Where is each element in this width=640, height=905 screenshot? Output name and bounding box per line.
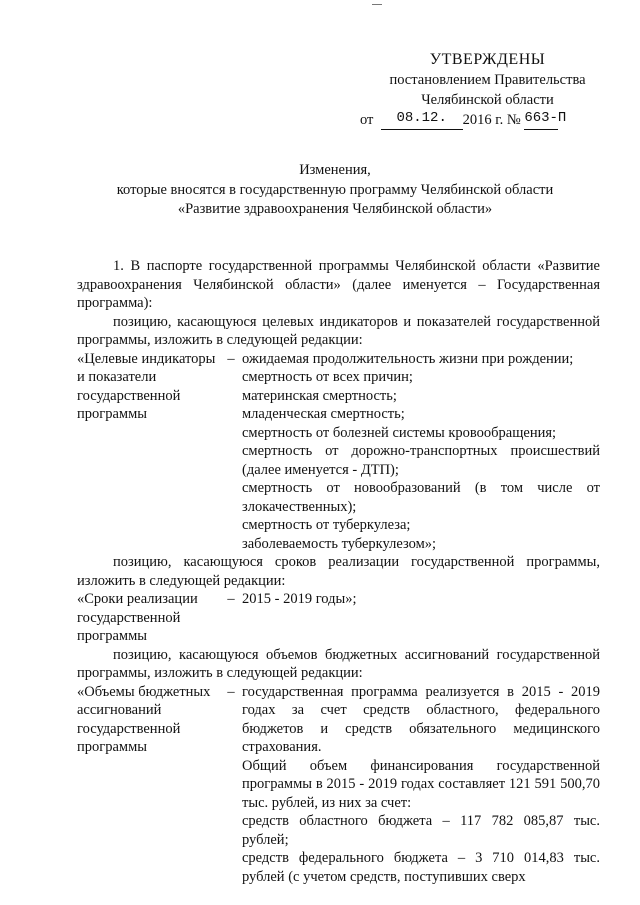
volumes-dash: – [227, 683, 235, 700]
approval-date-line [360, 110, 615, 130]
volumes-label: «Объемы бюджетных ассигнований государственной программы [77, 683, 211, 755]
list-item: материнская смертность; [242, 387, 397, 404]
title-line-1: Изменения, [299, 162, 371, 178]
title-line-2: которые вносятся в государственную программу Челябинской области [116, 181, 554, 198]
approval-block [360, 50, 615, 130]
list-item: средств федерального бюджета – 3 710 014,83 тыс. рублей (с учетом средств, поступивших сверх [242, 850, 600, 885]
list-item: смертность от дорожно-транспортных происшествий (далее именуется - ДТП); [242, 443, 600, 478]
paragraph-1: 1. В паспорте государственной программы Челябинской области «Развитие здравоохранения Челябинской области» (далее именуется – Государственная программа): [77, 258, 600, 311]
indicators-list [242, 350, 600, 554]
approval-heading: УТВЕРЖДЕНЫ [429, 51, 546, 68]
indicators-dash: – [227, 350, 235, 367]
indicators-label: «Целевые индикаторы и показатели государственной программы [77, 350, 216, 422]
document-title [70, 161, 600, 220]
list-item: смертность от болезней системы кровообращения; [242, 424, 557, 441]
terms-label: «Сроки реализации государственной программы [77, 591, 198, 644]
list-item: средств областного бюджета – 117 782 085,87 тыс. рублей; [242, 813, 600, 848]
volumes-list [242, 683, 600, 887]
list-item: заболеваемость туберкулезом»; [242, 535, 437, 552]
terms-value: 2015 - 2019 годы»; [242, 591, 357, 607]
title-line-3: «Развитие здравоохранения Челябинской области» [177, 201, 493, 217]
approval-line-1: постановлением Правительства [389, 72, 586, 88]
date-year: 2016 г. № [462, 112, 521, 128]
approval-line-2: Челябинской области [421, 92, 554, 108]
terms-dash: – [227, 591, 235, 607]
list-item: смертность от туберкулеза; [242, 517, 411, 533]
date-prefix: от [360, 112, 374, 128]
paragraph-4: позицию, касающуюся объемов бюджетных ассигнований государственной программы, изложить в следующей редакции: [77, 646, 600, 681]
handwritten-number: 663-П [524, 110, 558, 130]
paragraph-2: позицию, касающуюся целевых индикаторов и показателей государственной программы, изложить в следующей редакции: [77, 313, 600, 348]
document-body [77, 257, 600, 886]
list-item: младенческая смертность; [242, 406, 405, 422]
terms-table [77, 590, 600, 646]
indicators-table [77, 350, 600, 554]
list-item: ожидаемая продолжительность жизни при рождении; [242, 350, 574, 367]
list-item: государственная программа реализуется в 2015 - 2019 годах за счет средств областного, федерального бюджетов и средств обязательного медицинского страхования. [242, 683, 600, 755]
volumes-table [77, 683, 600, 887]
paragraph-3: позицию, касающуюся сроков реализации государственной программы, изложить в следующей редакции: [77, 554, 600, 589]
handwritten-date: 08.12. [381, 110, 463, 130]
list-item: смертность от всех причин; [242, 369, 413, 385]
list-item: смертность от новообразований (в том числе от злокачественных); [242, 480, 600, 515]
list-item: Общий объем финансирования государственной программы в 2015 - 2019 годах составляет 121 591 500,70 тыс. рублей, из них за счет: [242, 757, 600, 811]
scan-mark [372, 4, 382, 5]
